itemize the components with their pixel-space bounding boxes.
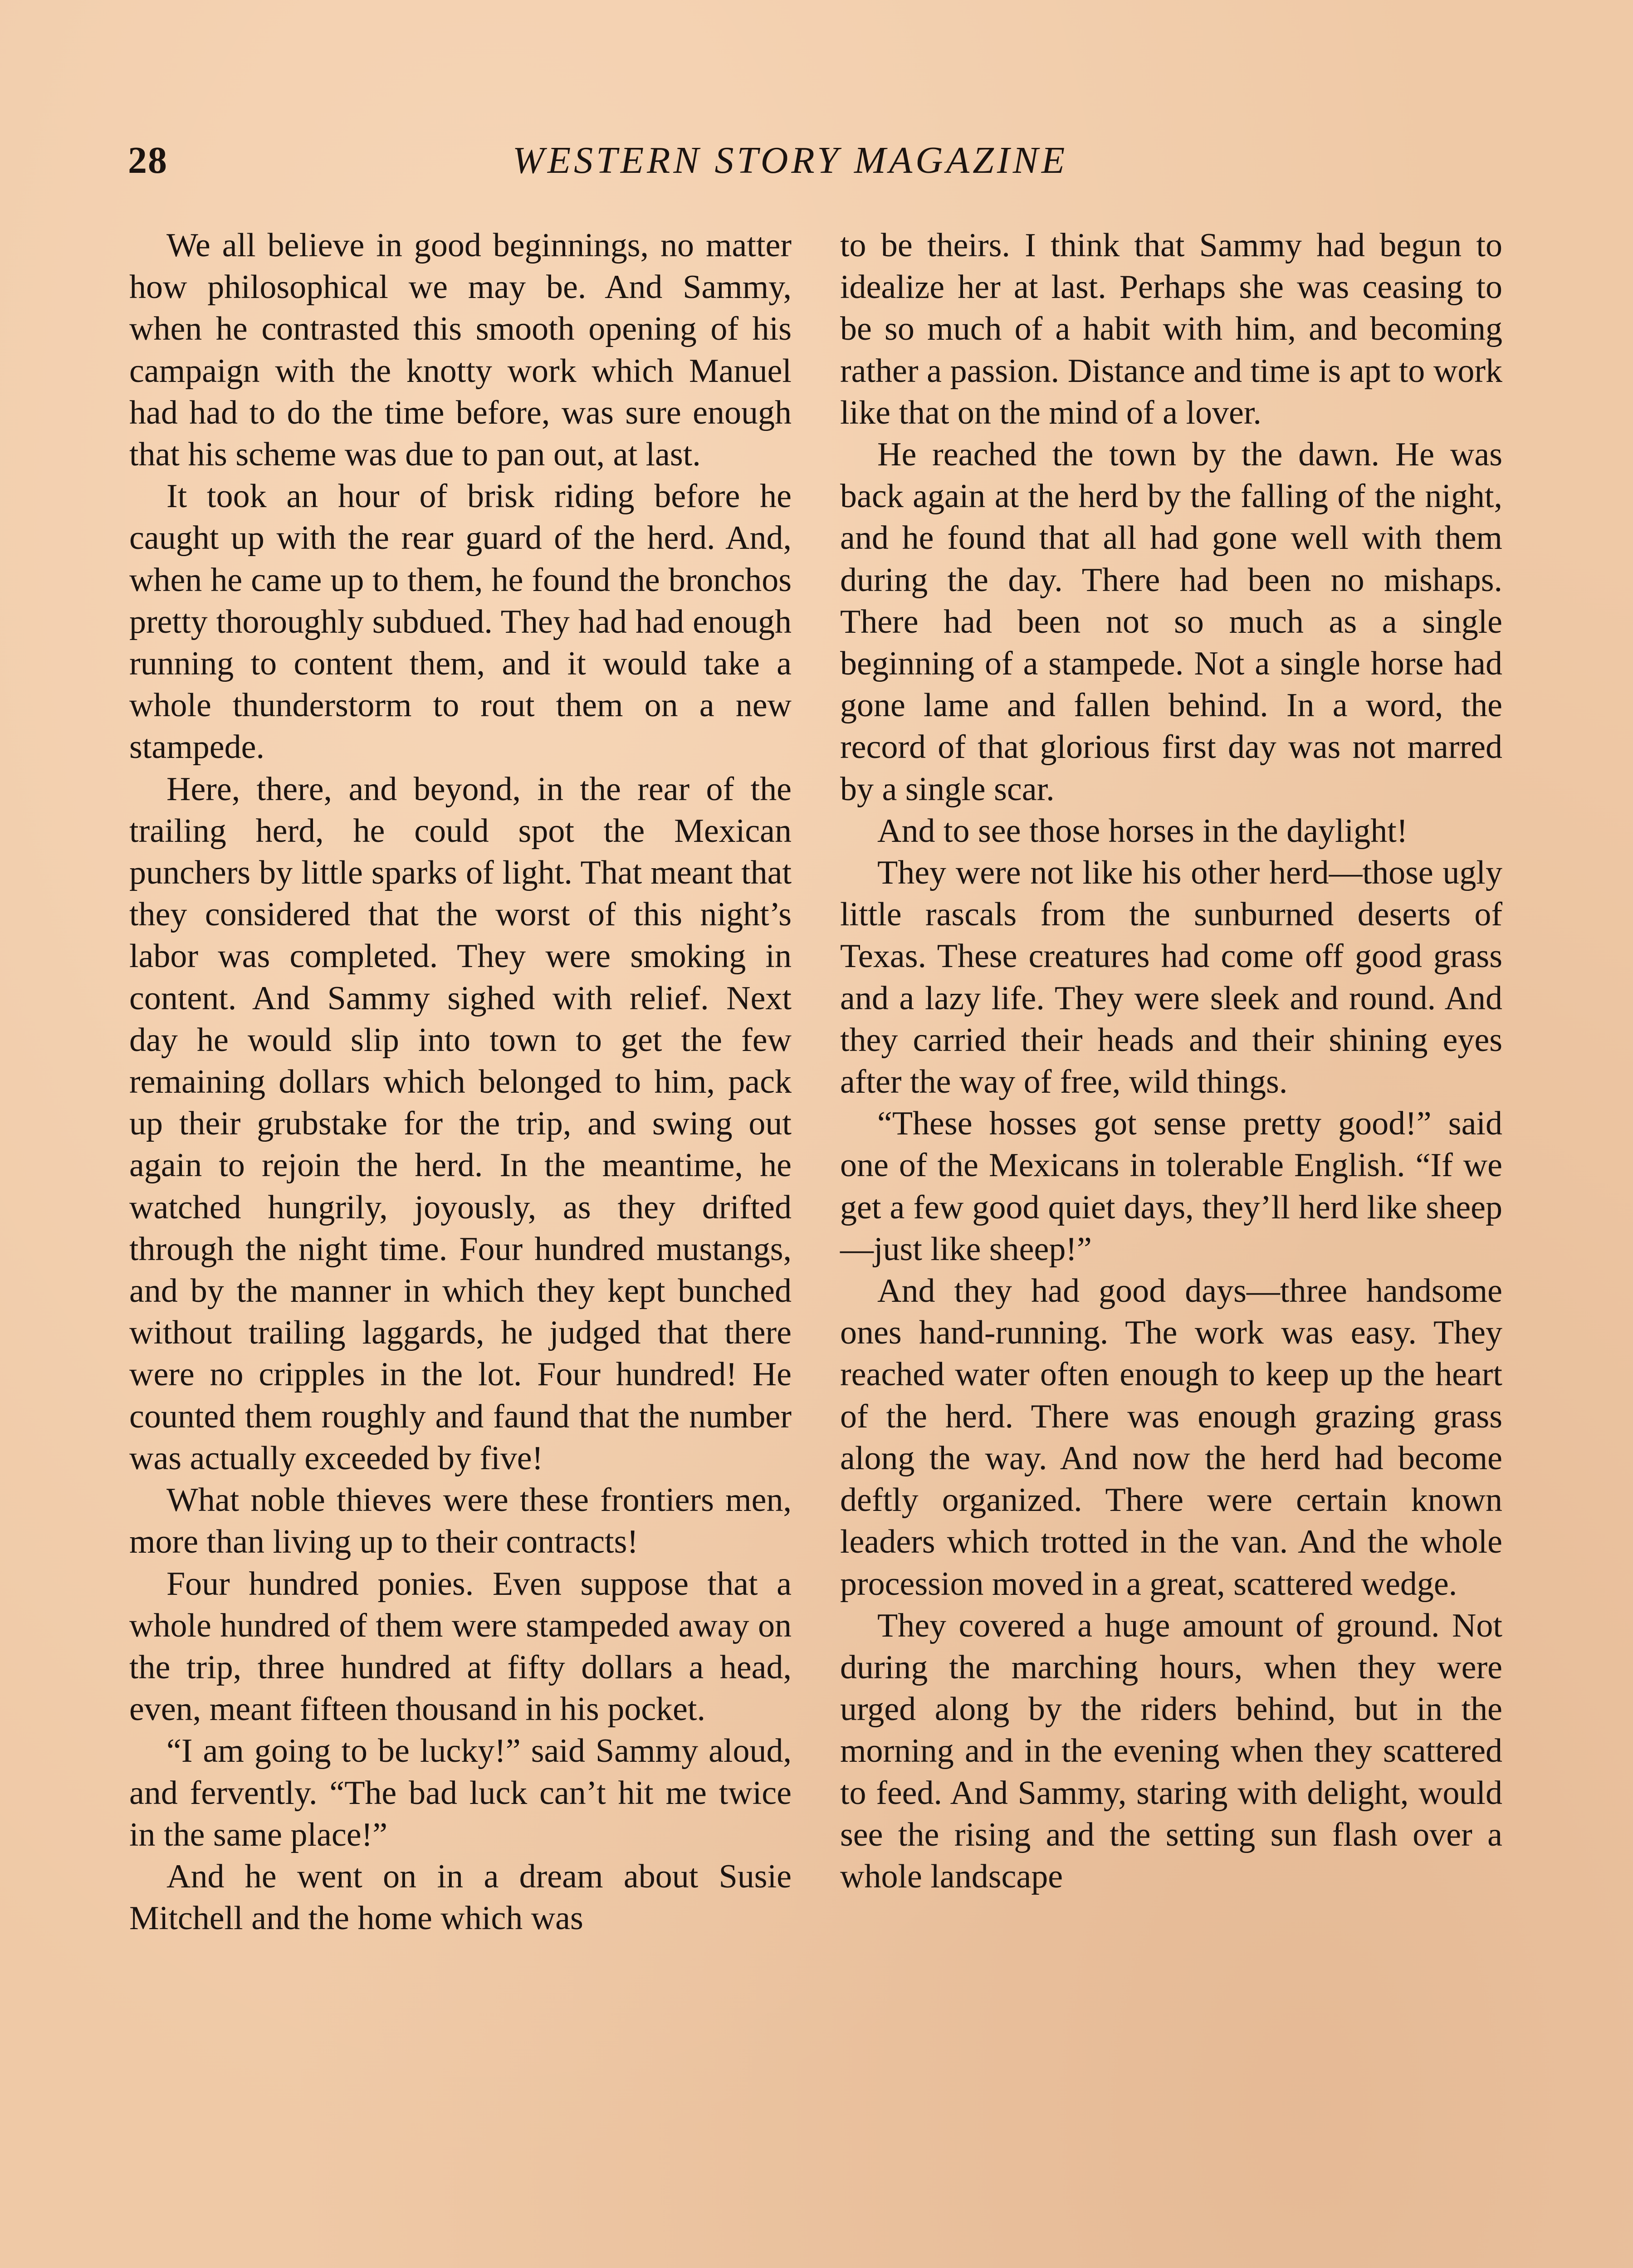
running-title: WESTERN STORY MAGAZINE: [512, 139, 1068, 181]
paragraph: “I am going to be lucky!” said Sammy aloud, and fervently. “The bad luck can’t hit me twice in the same place!”: [129, 1732, 792, 1853]
paragraph: We all believe in good beginnings, no matter how philosophical we may be. And Sammy, when he contrasted this smooth opening of his campaign with the knotty work which Manuel had had to do the time before, was sure enough that his scheme was due to pan out, at last.: [129, 227, 792, 474]
paragraph: And to see those horses in the daylight!: [877, 812, 1408, 850]
paragraph: “These hosses got sense pretty good!” said one of the Mexicans in tolerable English. “If we get a few good quiet days, they’ll herd like sheep—just like sheep!”: [840, 1105, 1502, 1268]
paragraph: They were not like his other herd—those ugly little rascals from the sunburned deserts of Texas. These creatures had come off good grass and a lazy life. They were sleek and round. And they carried their heads and their shining eyes after the way of free, wild things.: [840, 854, 1502, 1101]
paragraph: They covered a huge amount of ground. Not during the marching hours, when they were urged along by the riders behind, but in the morning and in the evening when they scattered to feed. And Sammy, staring with delight, would see the rising and the setting sun flash over a whole landscape: [840, 1607, 1502, 1895]
right-column: [840, 225, 1502, 1897]
paragraph: Here, there, and beyond, in the rear of the trailing herd, he could spot the Mexican punchers by little sparks of light. That meant that they considered that the worst of this night’s labor was completed. They were smoking in content. And Sammy sighed with relief. Next day he would slip into town to get the few remaining dollars which belonged to him, pack up their grubstake for the trip, and swing out again to rejoin the herd. In the meantime, he watched hungrily, joyously, as they drifted through the night time. Four hundred mustangs, and by the manner in which they kept bunched without trailing laggards, he judged that there were no cripples in the lot. Four hundred! He counted them roughly and faund that the number was actually exceeded by five!: [129, 770, 792, 1477]
paragraph: Four hundred ponies. Even suppose that a whole hundred of them were stampeded away on the trip, three hundred at fifty dollars a head, even, meant fifteen thousand in his pocket.: [129, 1565, 792, 1728]
paragraph: And he went on in a dream about Susie Mitchell and the home which was: [129, 1857, 792, 1937]
page-number: 28: [128, 139, 168, 181]
page-header: [128, 138, 1452, 193]
paragraph: It took an hour of brisk riding before he caught up with the rear guard of the herd. And, when he came up to them, he found the bronchos pretty thoroughly subdued. They had had enough running to content them, and it would take a whole thunderstorm to rout them on a new stampede.: [129, 478, 792, 766]
left-column: [129, 225, 792, 1939]
paragraph: What noble thieves were these frontiers men, more than living up to their contracts!: [129, 1481, 792, 1561]
paragraph-continuation: to be theirs. I think that Sammy had begun to idealize her at last. Perhaps she was ceasing to be so much of a habit with him, and becoming rather a passion. Distance and time is apt to work like that on the mind of a lover.: [840, 227, 1502, 431]
paragraph: He reached the town by the dawn. He was back again at the herd by the falling of the night, and he found that all had gone well with them during the day. There had been no mishaps. There had been not so much as a single beginning of a stampede. Not a single horse had gone lame and fallen behind. In a word, the record of that glorious first day was not marred by a single scar.: [840, 436, 1502, 808]
paragraph: And they had good days—three handsome ones hand-running. The work was easy. They reached water often enough to keep up the heart of the herd. There was enough grazing grass along the way. And now the herd had become deftly organized. There were certain known leaders which trotted in the van. And the whole procession moved in a great, scattered wedge.: [840, 1272, 1502, 1603]
